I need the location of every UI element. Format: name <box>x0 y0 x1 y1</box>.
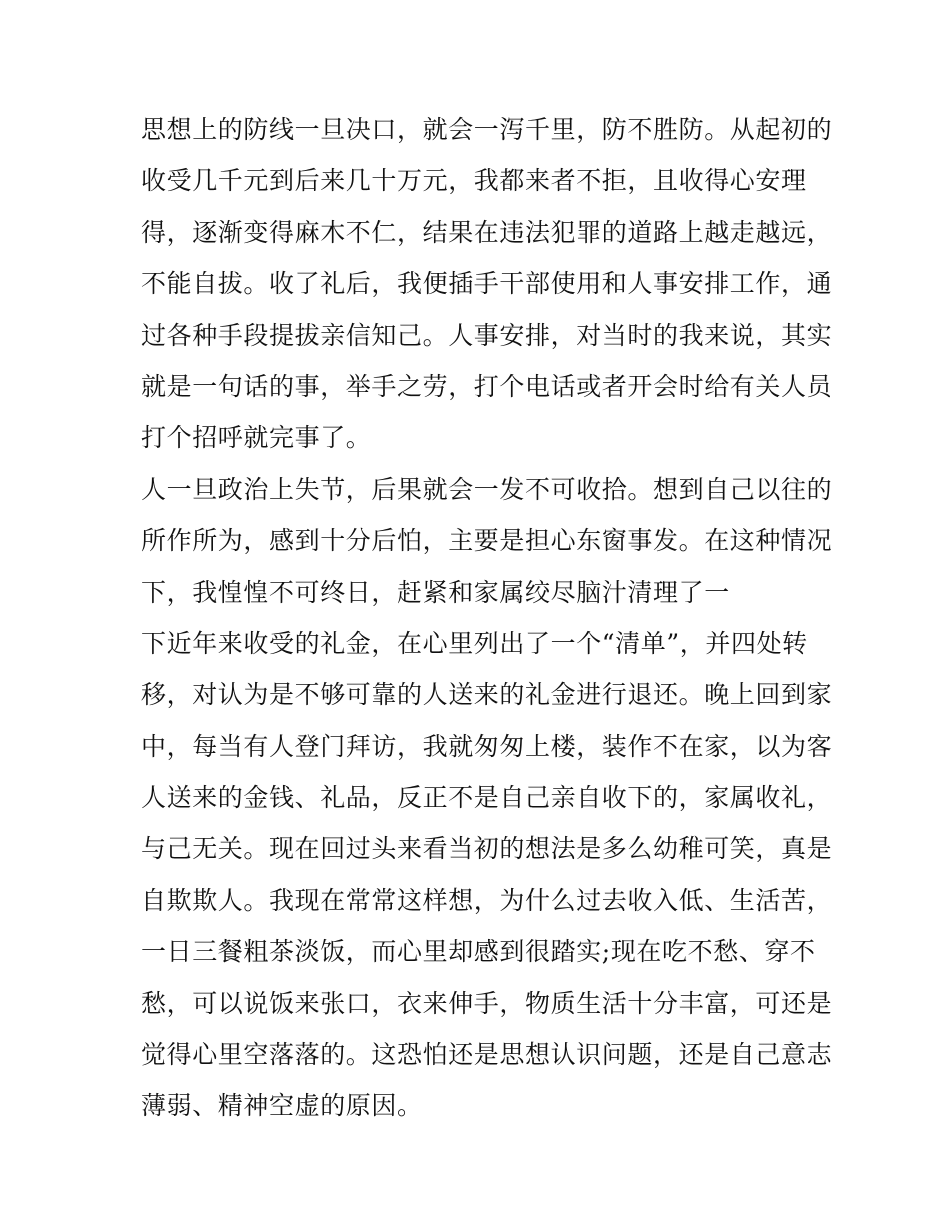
text-line: 中，每当有人登门拜访，我就匆匆上楼，装作不在家，以为客 <box>141 731 833 761</box>
text-line: 收受几千元到后来几十万元，我都来者不拒，且收得心安理 <box>141 166 807 196</box>
text-line: 人送来的金钱、礼品，反正不是自己亲自收下的，家属收礼， <box>141 783 833 813</box>
text-line: 打个招呼就完事了。 <box>141 423 372 453</box>
text-line: 就是一句话的事，举手之劳，打个电话或者开会时给有关人员 <box>141 371 833 401</box>
text-line: 觉得心里空落落的。这恐怕还是思想认识问题，还是自己意志 <box>141 1040 833 1070</box>
text-line: 下，我惶惶不可终日，赶紧和家属绞尽脑汁清理了一 <box>141 577 730 607</box>
text-line: 移，对认为是不够可靠的人送来的礼金进行退还。晚上回到家 <box>141 680 833 710</box>
text-line: 一日三餐粗茶淡饭，而心里却感到很踏实;现在吃不愁、穿不 <box>141 937 816 967</box>
text-line: 过各种手段提拔亲信知己。人事安排，对当时的我来说，其实 <box>141 320 833 350</box>
text-line: 思想上的防线一旦决口，就会一泻千里，防不胜防。从起初的 <box>141 115 833 144</box>
text-line: 得，逐渐变得麻木不仁，结果在违法犯罪的道路上越走越远， <box>141 217 833 247</box>
text-line: 自欺欺人。我现在常常这样想，为什么过去收入低、生活苦， <box>141 885 833 915</box>
text-line: 不能自拔。收了礼后，我便插手干部使用和人事安排工作，通 <box>141 269 833 299</box>
text-line: 所作所为，感到十分后怕，主要是担心东窗事发。在这种情况 <box>141 526 833 556</box>
text-line: 下近年来收受的礼金，在心里列出了一个“清单”，并四处转 <box>141 628 808 658</box>
text-line: 与己无关。现在回过头来看当初的想法是多么幼稚可笑，真是 <box>141 834 833 864</box>
text-line: 愁，可以说饭来张口，衣来伸手，物质生活十分丰富，可还是 <box>141 988 833 1018</box>
body-text <box>141 110 833 1138</box>
text-line: 薄弱、精神空虚的原因。 <box>141 1091 423 1121</box>
text-line: 人一旦政治上失节，后果就会一发不可收拾。想到自己以往的 <box>141 474 833 504</box>
